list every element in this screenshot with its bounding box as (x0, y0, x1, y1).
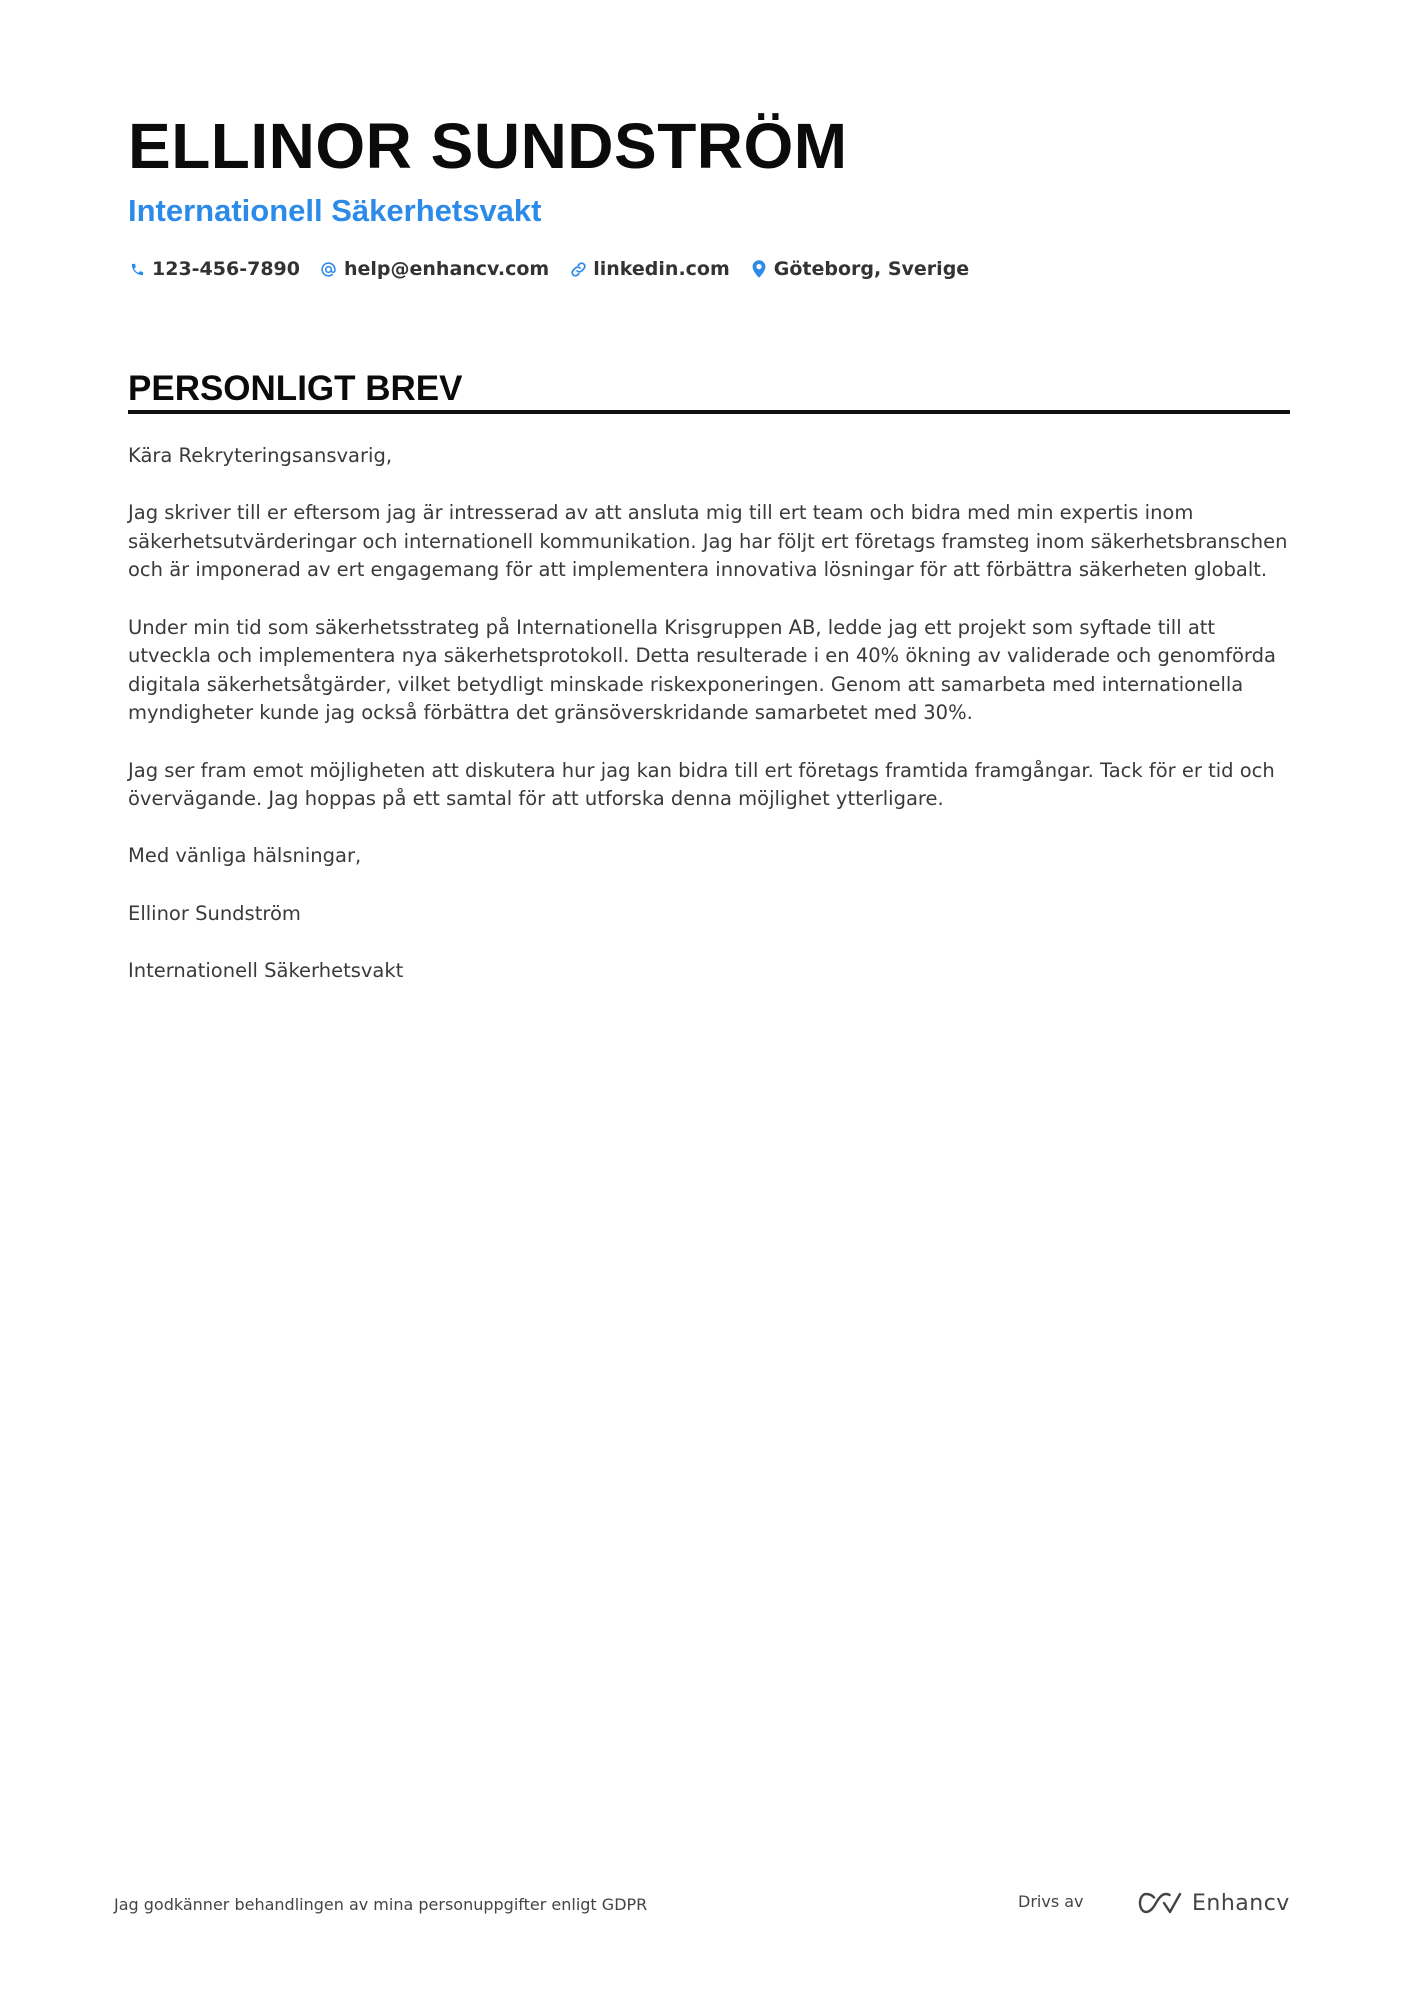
candidate-name: ELLINOR SUNDSTRÖM (128, 110, 848, 182)
location-pin-icon (750, 259, 768, 279)
letter-paragraph: Under min tid som säkerhetsstrateg på Internationella Krisgruppen AB, ledde jag ett projekt som syftade till att utveckla och implementera nya säkerhetsprotokoll. Detta resulterade i en 40% ökning av validerade och genomförda digitala säkerhetsåtgärder, vilket betydligt minskade riskexponeringen. Genom att samarbeta med internationella myndigheter kunde jag också förbättra det gränsöverskridande samarbetet med 30%. (128, 615, 1276, 725)
contact-location (750, 258, 969, 280)
phone-text: 123-456-7890 (152, 258, 300, 280)
enhancv-logo-text: Enhancv (1192, 1890, 1290, 1916)
link-icon (569, 259, 587, 279)
contact-email[interactable] (320, 258, 549, 280)
section-heading: PERSONLIGT BREV (128, 369, 463, 408)
section-divider (128, 410, 1290, 414)
contact-phone[interactable] (128, 258, 300, 280)
letter-paragraph: Jag ser fram emot möjligheten att diskutera hur jag kan bidra till ert företags framtida framgångar. Tack för er tid och övervägande. Jag hoppas på ett samtal för att utforska denna möjlighet ytterligare. (128, 758, 1275, 811)
signature-name: Ellinor Sundström (128, 901, 301, 925)
letter-closing: Med vänliga hälsningar, (128, 844, 362, 868)
candidate-title: Internationell Säkerhetsvakt (128, 193, 542, 228)
powered-by-label: Drivs av (1018, 1892, 1084, 1911)
phone-icon (128, 259, 146, 279)
letter-paragraph: Jag skriver till er eftersom jag är intresserad av att ansluta mig till ert team och bidra med min expertis inom säkerhetsutvärderingar och internationell kommunikation. Jag har följt ert företags framsteg inom säkerhetsbranschen och är imponerad av ert engagemang för att implementera innovativa lösningar för att förbättra säkerheten globalt. (128, 501, 1288, 582)
at-icon (320, 259, 338, 279)
location-text: Göteborg, Sverige (773, 258, 970, 280)
linkedin-text: linkedin.com (593, 258, 730, 280)
email-text: help@enhancv.com (343, 258, 550, 280)
signature-title: Internationell Säkerhetsvakt (128, 958, 404, 982)
enhancv-logo[interactable] (1138, 1886, 1290, 1920)
contact-bar (128, 255, 989, 283)
letter-greeting: Kära Rekryteringsansvarig, (128, 444, 393, 467)
gdpr-consent: Jag godkänner behandlingen av mina personuppgifter enligt GDPR (114, 1895, 648, 1914)
enhancv-logo-icon (1138, 1891, 1182, 1915)
contact-linkedin[interactable] (569, 258, 730, 280)
letter-body (128, 442, 1290, 1014)
